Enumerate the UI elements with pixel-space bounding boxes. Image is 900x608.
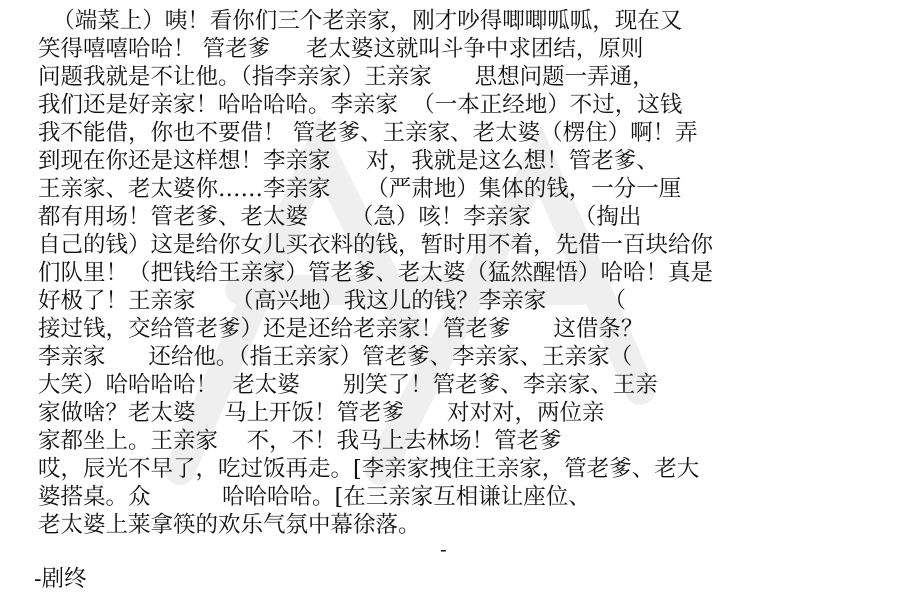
- text-line: 自己的钱）这是给你女儿买衣料的钱，暂时用不着，先借一百块给你: [38, 232, 714, 258]
- text-line: 婆搭桌。众 哈哈哈哈。[在三亲家互相谦让座位、: [38, 484, 591, 510]
- text-line: 家做啥？老太婆 马上开饭！管老爹 对对对，两位亲: [38, 400, 605, 426]
- text-line: 好极了！王亲家 （高兴地）我这儿的钱？李亲家 （: [38, 288, 626, 314]
- text-line: 哎，辰光不早了，吃过饭再走。[李亲家拽住王亲家，管老爹、老大: [38, 456, 700, 482]
- text-line: 我不能借，你也不要借！ 管老爹、王亲家、老太婆（楞住）啊！弄: [38, 120, 698, 146]
- text-line: 王亲家、老太婆你……李亲家 （严肃地）集体的钱，一分一厘: [38, 176, 682, 202]
- text-line: 到现在你还是这样想！李亲家 对，我就是这么想！管老爹、: [38, 148, 659, 174]
- text-line: 我们还是好亲家！哈哈哈哈。李亲家 （一本正经地）不过，这钱: [38, 92, 683, 118]
- text-line: 都有用场！管老爹、老太婆 （急）咳！李亲家 （掏出: [38, 204, 642, 230]
- text-line: 家都坐上。王亲家 不，不！我马上去林场！管老爹: [38, 428, 562, 454]
- text-line: 们队里！（把钱给王亲家）管老爹、老太婆（猛然醒悟）哈哈！真是: [38, 260, 714, 286]
- text-line: （端菜上）咦！看你们三个老亲家，刚才吵得唧唧呱呱，现在又: [38, 8, 683, 34]
- text-line: 李亲家 还给他。（指王亲家）管老爹、李亲家、王亲家（: [38, 344, 633, 370]
- text-line: 笑得嘻嘻哈哈！ 管老爹 老太婆这就叫斗争中求团结，原则: [38, 36, 644, 62]
- text-line: 大笑）哈哈哈哈！ 老太婆 别笑了！管老爹、李亲家、王亲: [38, 372, 658, 398]
- text-line: 老太婆上莱拿筷的欢乐气氛中幕徐落。: [38, 512, 421, 538]
- ending-line: -剧终: [34, 566, 87, 592]
- text-line: 接过钱，交给管老爹）还是还给老亲家！管老爹 这借条？: [38, 316, 644, 342]
- text-line: 问题我就是不让他。（指李亲家）王亲家 思想问题一弄通，: [38, 64, 655, 90]
- page-separator: -: [440, 537, 447, 561]
